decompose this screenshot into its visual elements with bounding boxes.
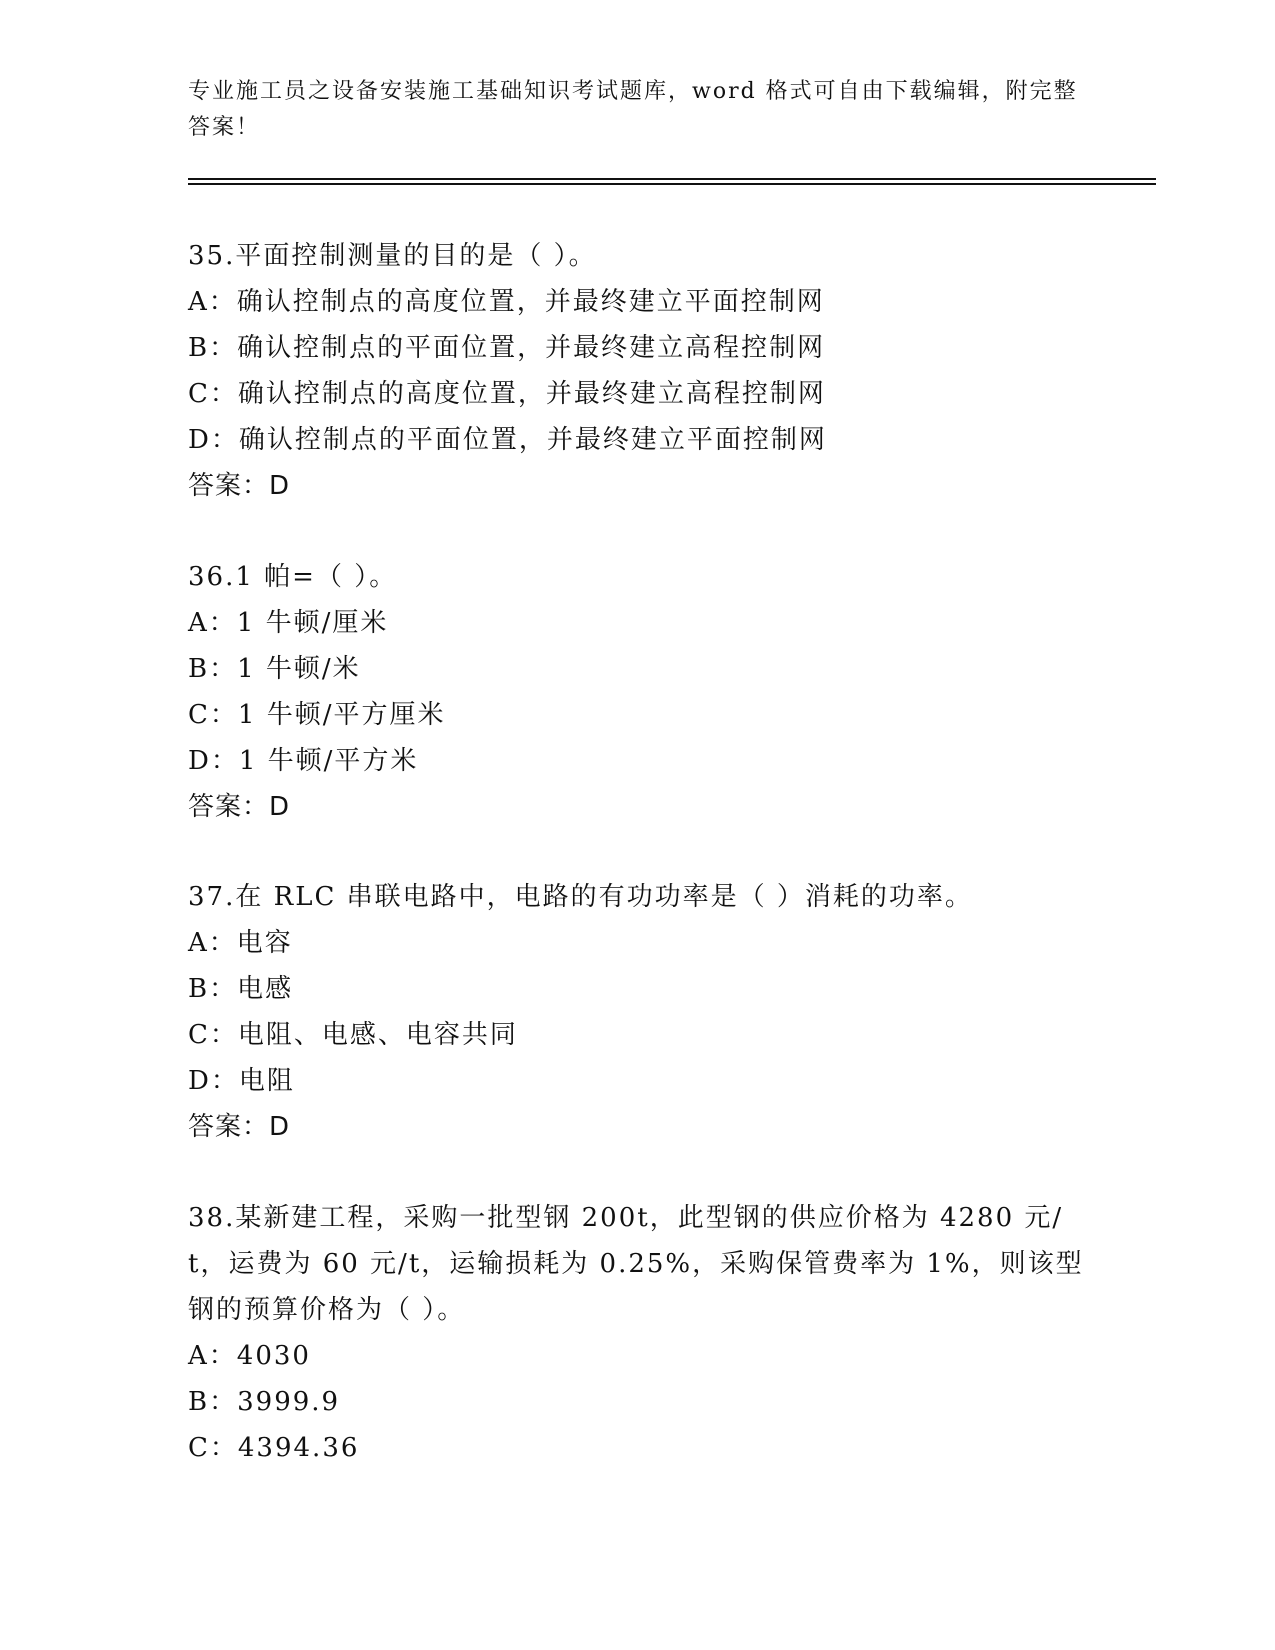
question-stem: 35.平面控制测量的目的是（ ）。 — [188, 241, 597, 271]
option-c: C：4394.36 — [188, 1433, 360, 1463]
question-stem: 36.1 帕=（ ）。 — [188, 562, 398, 592]
question-stem: 38.某新建工程，采购一批型钢 200t，此型钢的供应价格为 4280 元/t，运费为 60 元/t，运输损耗为 0.25%，采购保管费率为 1%，则该型钢的预算价格为（ ）。 — [188, 1203, 1084, 1325]
answer-line: 答案：D — [188, 792, 291, 822]
question-stem: 37.在 RLC 串联电路中，电路的有功功率是（ ）消耗的功率。 — [188, 882, 973, 912]
option-d: D：确认控制点的平面位置，并最终建立平面控制网 — [188, 425, 827, 455]
option-c: C：1 牛顿/平方厘米 — [188, 700, 446, 730]
header-rule-bottom — [188, 183, 1156, 185]
header-text: 专业施工员之设备安装施工基础知识考试题库，word 格式可自由下载编辑，附完整答案！ — [188, 79, 1078, 140]
answer-line: 答案：D — [188, 471, 291, 501]
option-a: A：1 牛顿/厘米 — [188, 608, 389, 638]
question-37 — [188, 874, 1088, 1150]
option-c: C：电阻、电感、电容共同 — [188, 1020, 518, 1050]
answer-line: 答案：D — [188, 1112, 291, 1142]
option-c: C：确认控制点的高度位置，并最终建立高程控制网 — [188, 379, 826, 409]
option-a: A：确认控制点的高度位置，并最终建立平面控制网 — [188, 287, 825, 317]
option-d: D：电阻 — [188, 1066, 295, 1096]
question-35 — [188, 233, 1088, 509]
option-b: B：确认控制点的平面位置，并最终建立高程控制网 — [188, 333, 826, 363]
option-b: B：3999.9 — [188, 1387, 341, 1417]
question-36 — [188, 554, 1088, 830]
option-b: B：电感 — [188, 974, 294, 1004]
option-d: D：1 牛顿/平方米 — [188, 746, 419, 776]
header-rule-top — [188, 178, 1156, 180]
option-a: A：电容 — [188, 928, 293, 958]
option-a: A：4030 — [188, 1341, 311, 1371]
option-b: B：1 牛顿/米 — [188, 654, 361, 684]
question-38 — [188, 1195, 1088, 1471]
